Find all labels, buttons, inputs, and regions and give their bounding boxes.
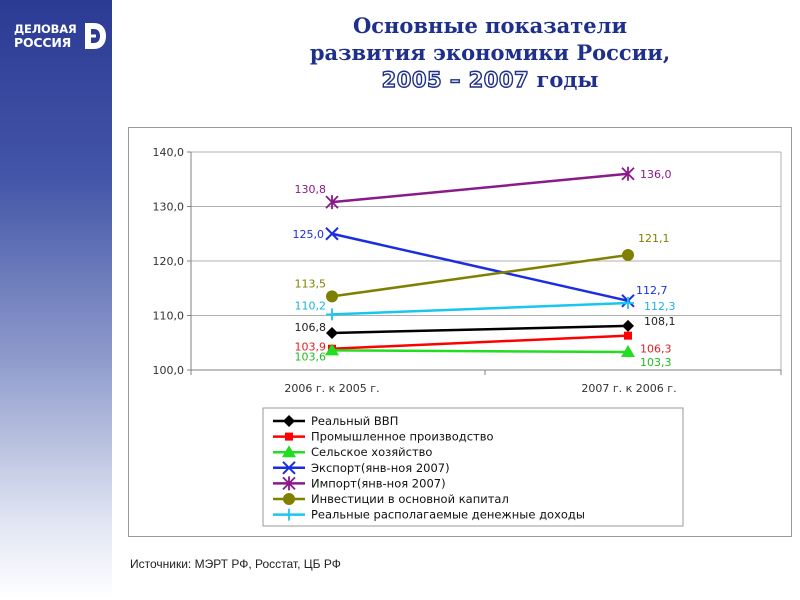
y-axis [153, 146, 192, 377]
chart-frame [128, 127, 792, 537]
data-label: 136,0 [640, 167, 672, 181]
data-label: 103,6 [294, 350, 326, 364]
data-label: 112,3 [644, 299, 676, 313]
data-label: 121,1 [638, 232, 670, 246]
legend-label: Импорт(янв-ноя 2007) [311, 476, 446, 491]
title-line3 [230, 66, 750, 94]
data-point [624, 332, 632, 340]
series-line [332, 303, 628, 314]
y-tick-label: 110,0 [152, 309, 184, 323]
data-label: 106,8 [294, 320, 326, 334]
legend-marker [285, 433, 293, 441]
legend-item [273, 508, 585, 522]
series-group [295, 297, 676, 320]
data-label: 110,2 [294, 299, 326, 313]
data-point [622, 249, 634, 261]
legend-label: Реальные располагаемые денежные доходы [311, 507, 585, 522]
source-note: Источники: МЭРТ РФ, Росстат, ЦБ РФ [130, 557, 341, 571]
legend-label: Экспорт(янв-ноя 2007) [311, 460, 450, 475]
legend-marker [283, 493, 295, 505]
y-tick-label: 140,0 [152, 146, 184, 159]
data-point [326, 327, 338, 339]
chart-legend [263, 408, 683, 526]
x-tick-label: 2007 г. к 2006 г. [581, 382, 677, 395]
series-line [332, 350, 628, 352]
title-years: 2005 – 2007 [381, 68, 530, 92]
legend-label: Реальный ВВП [311, 414, 399, 428]
legend-label: Сельское хозяйство [311, 445, 433, 460]
title-line1: Основные показатели [352, 13, 628, 38]
data-label: 106,3 [640, 342, 672, 356]
y-tick-label: 100,0 [152, 364, 184, 377]
series-line [332, 326, 628, 333]
x-tick-label: 2006 г. к 2005 г. [284, 382, 380, 395]
data-label: 108,1 [644, 314, 676, 328]
line-chart [129, 128, 791, 536]
series-line [332, 336, 628, 349]
logo-text-line1: ДЕЛОВАЯ [14, 22, 77, 36]
data-point [622, 320, 634, 332]
title-line2: развития экономики России, [309, 40, 671, 65]
y-tick-label: 120,0 [152, 255, 184, 268]
x-axis [191, 370, 781, 395]
sidebar-gradient [0, 0, 112, 600]
chart-series [293, 167, 676, 369]
data-label: 103,9 [294, 340, 326, 354]
data-label: 125,0 [292, 227, 324, 241]
logo [14, 18, 106, 54]
series-line [332, 174, 628, 202]
data-label: 113,5 [294, 277, 326, 291]
legend-label: Инвестиции в основной капитал [311, 492, 509, 506]
data-label: 112,7 [636, 283, 668, 297]
y-tick-label: 130,0 [152, 200, 184, 214]
data-point [326, 308, 338, 320]
logo-mark-icon [83, 22, 107, 50]
chart-grid [191, 152, 781, 370]
title-suffix: годы [529, 67, 599, 92]
logo-text-line2: РОССИЯ [14, 35, 72, 50]
series-group [295, 167, 672, 209]
data-label: 130,8 [294, 183, 326, 197]
page-title [230, 12, 750, 94]
data-label: 103,3 [640, 356, 672, 370]
data-point [326, 290, 338, 302]
legend-label: Промышленное производство [311, 429, 494, 444]
